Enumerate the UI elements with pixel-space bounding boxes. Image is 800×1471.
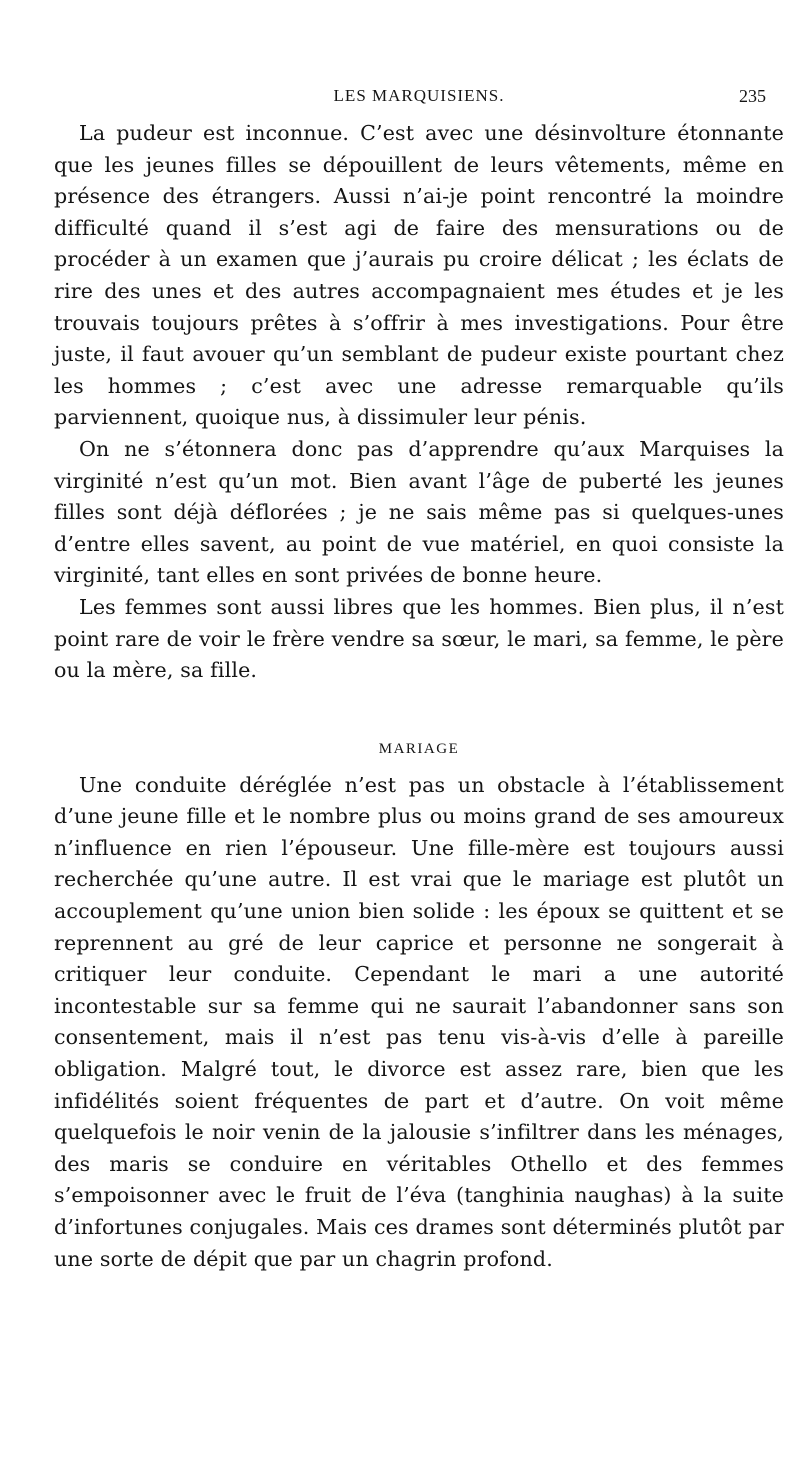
paragraph-mariage: Une conduite déréglée n’est pas un obstacle à l’établissement d’une jeune fille et le nombre plus ou moins grand de ses amoureux n’influence en rien l’épouseur. Une fille-mère est toujours aussi recherchée qu’une autre. Il est vrai que le mariage est plutôt un accouplement qu’une union bien solide : les époux se quittent et se reprennent au gré de leur caprice et personne ne songerait à critiquer leur conduite. Cependant le mari a une autorité incontestable sur sa femme qui ne saurait l’abandonner sans son consentement, mais il n’est pas tenu vis-à-vis d’elle à pareille obligation. Malgré tout, le divorce est assez rare, bien que les infidélités soient fréquentes de part et d’autre. On voit même quelquefois le noir venin de la jalousie s’infiltrer dans les ménages, des maris se conduire en véritables Othello et des femmes s’empoisonner avec le fruit de l’éva (tanghinia naughas) à la suite d’infortunes conjugales. Mais ces drames sont déterminés plutôt par une sorte de dépit que par un chagrin profond. (54, 772, 784, 1271)
book-page (54, 86, 784, 1275)
paragraph-pudeur: La pudeur est inconnue. C’est avec une désinvolture étonnante que les jeunes filles se dépouillent de leurs vêtements, même en présence des étrangers. Aussi n’ai-je point rencontré la moindre difficulté quand il s’est agi de faire des mensurations ou de procéder à un examen que j’aurais pu croire délicat ; les éclats de rire des unes et des autres accompagnaient mes études et je les trouvais toujours prêtes à s’offrir à mes investigations. Pour être juste, il faut avouer qu’un semblant de pudeur existe pourtant chez les hommes ; c’est avec une adresse remarquable qu’ils parviennent, quoique nus, à dissimuler leur pénis. (54, 121, 784, 430)
section-heading-mariage: MARIAGE (378, 740, 460, 757)
running-header (54, 86, 784, 114)
page-number: 235 (739, 86, 766, 106)
paragraph-virginite: On ne s’étonnera donc pas d’apprendre qu’aux Marquises la virginité n’est qu’un mot. Bien avant l’âge de puberté les jeunes filles sont déjà déflorées ; je ne sais même pas si quelques-unes d’entre elles savent, au point de vue matériel, en quoi consiste la virginité, tant elles en sont privées de bonne heure. (54, 436, 784, 588)
paragraph-femmes-libres: Les femmes sont aussi libres que les hommes. Bien plus, il n’est point rare de voir le frère vendre sa sœur, le mari, sa femme, le père ou la mère, sa fille. (54, 594, 784, 683)
running-title: LES MARQUISIENS. (333, 86, 505, 105)
